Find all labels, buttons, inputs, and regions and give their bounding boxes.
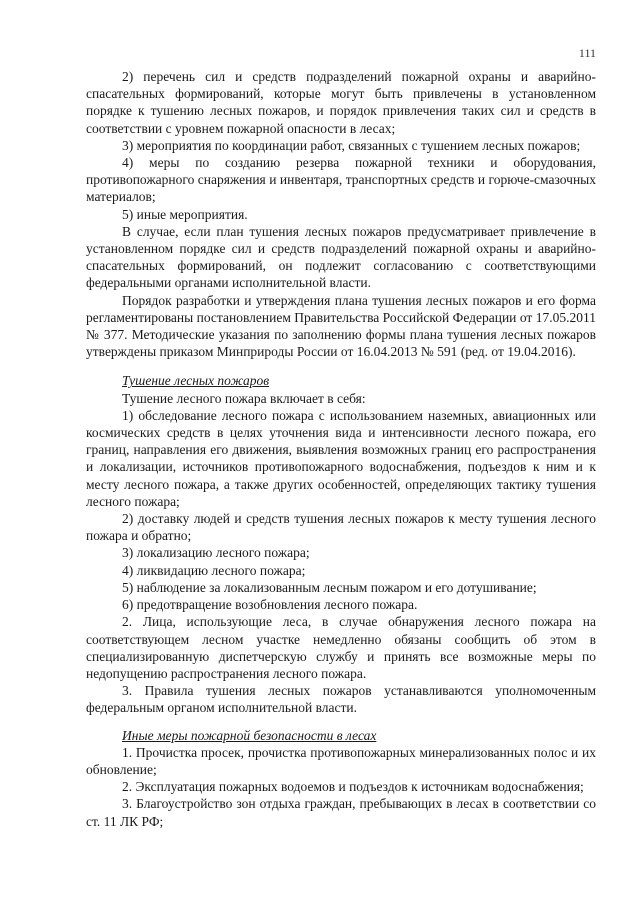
paragraph: 3. Правила тушения лесных пожаров устанавливаются уполномоченным федеральным органом исполнительной власти. [86,683,596,716]
paragraph: 1. Прочистка просек, прочистка противопожарных минерализованных полос и их обновление; [86,744,596,777]
document-body [86,68,596,830]
paragraph: 2) доставку людей и средств тушения лесных пожаров к месту тушения лесного пожара и обратно; [86,511,596,544]
paragraph: В случае, если план тушения лесных пожаров предусматривает привлечение в установленном порядке сил и средств подразделений пожарной охраны и аварийно-спасательных формирований, он подлежит согласованию с соответствующими федеральными органами исполнительной власти. [86,223,596,291]
paragraph: 4) ликвидацию лесного пожара; [122,562,306,578]
paragraph: 3. Благоустройство зон отдыха граждан, пребывающих в лесах в соответствии со ст. 11 ЛК РФ; [86,796,596,829]
paragraph: 2. Лица, использующие леса, в случае обнаружения лесного пожара на соответствующем лесном участке немедленно обязаны сообщить об этом в специализированную диспетчерскую службу и принять все возможные меры по недопущению распространения лесного пожара. [86,614,596,681]
paragraph: 6) предотвращение возобновления лесного пожара. [122,597,418,613]
page-number: 111 [578,46,596,60]
paragraph: Тушение лесного пожара включает в себя: [122,390,366,406]
paragraph: 5) наблюдение за локализованным лесным пожаром и его дотушивание; [122,579,537,595]
section-heading-other-measures: Иные меры пожарной безопасности в лесах [122,727,377,743]
paragraph: 4) меры по созданию резерва пожарной техники и оборудования, противопожарного снаряжения и инвентаря, транспортных средств и горюче-смазочных материалов; [86,155,596,205]
section-heading-firefighting: Тушение лесных пожаров [122,373,270,389]
paragraph: 3) мероприятия по координации работ, связанных с тушением лесных пожаров; [122,137,581,153]
paragraph: 2) перечень сил и средств подразделений пожарной охраны и аварийно-спасательных формирований, которые могут быть привлечены в установленном порядке к тушению лесных пожаров, и порядок привлечения таких сил и средств в соответствии с уровнем пожарной опасности в лесах; [86,69,596,136]
paragraph: 5) иные мероприятия. [122,206,248,222]
paragraph: 3) локализацию лесного пожара; [122,545,310,561]
paragraph: 1) обследование лесного пожара с использованием наземных, авиационных или космических средств в целях уточнения вида и интенсивности лесного пожара, его границ, направления его движения, выявления возможных границ его распространения и локализации, источников противопожарного водоснабжения, подъездов к ним и к месту лесного пожара, а также других особенностей, определяющих тактику тушения лесного пожара; [86,407,596,509]
paragraph: 2. Эксплуатация пожарных водоемов и подъездов к источникам водоснабжения; [122,779,584,795]
paragraph: Порядок разработки и утверждения плана тушения лесных пожаров и его форма регламентированы постановлением Правительства Российской Федерации от 17.05.2011 № 377. Методические указания по заполнению формы плана тушения лесных пожаров утверждены приказом Минприроды России от 16.04.2013 № 591 (ред. от 19.04.2016). [86,292,596,360]
